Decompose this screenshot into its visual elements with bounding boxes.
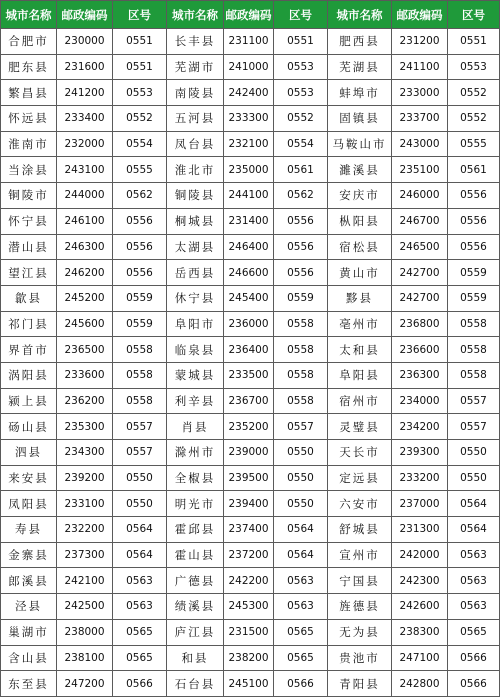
postal-code-cell: 238200: [224, 645, 274, 671]
city-name-cell: 霍山县: [167, 542, 224, 568]
header-cell: 城市名称: [328, 1, 392, 29]
table-row: [1, 106, 500, 132]
city-name-cell: 和县: [167, 645, 224, 671]
postal-code-cell: 235200: [224, 414, 274, 440]
table-row: [1, 517, 500, 543]
area-code-cell: 0558: [274, 388, 328, 414]
postal-code-cell: 234200: [392, 414, 448, 440]
header-cell: 邮政编码: [224, 1, 274, 29]
city-name-cell: 五河县: [167, 106, 224, 132]
city-name-cell: 岳西县: [167, 260, 224, 286]
postal-code-cell: 241200: [57, 80, 113, 106]
table-row: [1, 619, 500, 645]
city-name-cell: 金寨县: [1, 542, 57, 568]
postal-code-cell: 236600: [392, 337, 448, 363]
area-code-cell: 0558: [448, 362, 500, 388]
postal-code-cell: 242000: [392, 542, 448, 568]
city-name-cell: 马鞍山市: [328, 131, 392, 157]
postal-code-cell: 246300: [57, 234, 113, 260]
area-code-cell: 0558: [274, 311, 328, 337]
city-name-cell: 舒城县: [328, 517, 392, 543]
postal-code-cell: 239000: [224, 440, 274, 466]
postal-code-cell: 242700: [392, 285, 448, 311]
area-code-cell: 0563: [274, 594, 328, 620]
city-name-cell: 贵池市: [328, 645, 392, 671]
table-row: [1, 568, 500, 594]
area-code-cell: 0556: [113, 234, 167, 260]
postal-code-cell: 245600: [57, 311, 113, 337]
table-row: [1, 440, 500, 466]
table-row: [1, 54, 500, 80]
postal-code-cell: 245200: [57, 285, 113, 311]
postal-code-cell: 232200: [57, 517, 113, 543]
area-code-cell: 0552: [448, 80, 500, 106]
city-name-cell: 怀远县: [1, 106, 57, 132]
postal-code-cell: 242700: [392, 260, 448, 286]
city-name-cell: 石台县: [167, 671, 224, 697]
area-code-cell: 0558: [274, 362, 328, 388]
city-name-cell: 全椒县: [167, 465, 224, 491]
area-code-cell: 0552: [113, 106, 167, 132]
area-code-cell: 0566: [274, 671, 328, 697]
postal-code-cell: 245300: [224, 594, 274, 620]
city-name-cell: 芜湖县: [328, 54, 392, 80]
city-name-cell: 桐城县: [167, 208, 224, 234]
table-row: [1, 311, 500, 337]
postal-code-cell: 239300: [392, 440, 448, 466]
postal-code-cell: 245400: [224, 285, 274, 311]
postal-code-cell: 247100: [392, 645, 448, 671]
postal-code-cell: 246000: [392, 183, 448, 209]
postal-code-cell: 230000: [57, 29, 113, 55]
postal-code-cell: 239400: [224, 491, 274, 517]
city-name-cell: 天长市: [328, 440, 392, 466]
postal-code-cell: 239200: [57, 465, 113, 491]
area-code-cell: 0556: [448, 234, 500, 260]
area-code-cell: 0554: [274, 131, 328, 157]
area-code-cell: 0564: [113, 542, 167, 568]
area-code-cell: 0563: [448, 568, 500, 594]
area-code-cell: 0553: [274, 54, 328, 80]
area-code-cell: 0556: [113, 208, 167, 234]
table-row: [1, 594, 500, 620]
area-code-cell: 0554: [113, 131, 167, 157]
postal-code-cell: 236800: [392, 311, 448, 337]
postal-code-cell: 232100: [224, 131, 274, 157]
area-code-cell: 0565: [274, 619, 328, 645]
postal-code-cell: 241000: [224, 54, 274, 80]
area-code-cell: 0556: [274, 208, 328, 234]
city-name-cell: 淮北市: [167, 157, 224, 183]
city-name-cell: 肥东县: [1, 54, 57, 80]
area-code-cell: 0550: [274, 440, 328, 466]
table-row: [1, 183, 500, 209]
area-code-cell: 0551: [448, 29, 500, 55]
postal-code-cell: 235000: [224, 157, 274, 183]
table-row: [1, 414, 500, 440]
city-name-cell: 郎溪县: [1, 568, 57, 594]
area-code-cell: 0556: [448, 183, 500, 209]
city-name-cell: 滁州市: [167, 440, 224, 466]
area-code-cell: 0563: [448, 594, 500, 620]
area-code-cell: 0559: [274, 285, 328, 311]
city-name-cell: 东至县: [1, 671, 57, 697]
city-name-cell: 凤台县: [167, 131, 224, 157]
area-code-cell: 0558: [113, 337, 167, 363]
postal-code-cell: 233300: [224, 106, 274, 132]
area-code-cell: 0565: [448, 619, 500, 645]
postal-code-cell: 235100: [392, 157, 448, 183]
city-name-cell: 宿松县: [328, 234, 392, 260]
area-code-cell: 0557: [448, 388, 500, 414]
table-row: [1, 29, 500, 55]
city-name-cell: 固镇县: [328, 106, 392, 132]
postal-code-cell: 231500: [224, 619, 274, 645]
city-name-cell: 六安市: [328, 491, 392, 517]
postal-code-cell: 246700: [392, 208, 448, 234]
area-code-cell: 0553: [274, 80, 328, 106]
area-code-cell: 0556: [274, 234, 328, 260]
city-name-cell: 蚌埠市: [328, 80, 392, 106]
postal-code-cell: 246600: [224, 260, 274, 286]
city-name-cell: 涡阳县: [1, 362, 57, 388]
postal-code-cell: 238100: [57, 645, 113, 671]
table-row: [1, 234, 500, 260]
table-row: [1, 645, 500, 671]
postal-code-cell: 237000: [392, 491, 448, 517]
area-code-cell: 0565: [274, 645, 328, 671]
city-name-cell: 休宁县: [167, 285, 224, 311]
postal-code-cell: 242600: [392, 594, 448, 620]
postal-code-cell: 233600: [57, 362, 113, 388]
city-name-cell: 铜陵县: [167, 183, 224, 209]
table-row: [1, 337, 500, 363]
area-code-cell: 0551: [113, 29, 167, 55]
header-cell: 邮政编码: [392, 1, 448, 29]
area-code-cell: 0561: [274, 157, 328, 183]
city-name-cell: 芜湖市: [167, 54, 224, 80]
city-name-cell: 淮南市: [1, 131, 57, 157]
area-code-cell: 0558: [113, 362, 167, 388]
postal-code-cell: 243100: [57, 157, 113, 183]
area-code-cell: 0563: [448, 542, 500, 568]
postal-code-cell: 237300: [57, 542, 113, 568]
postal-code-cell: 242800: [392, 671, 448, 697]
area-code-cell: 0563: [113, 594, 167, 620]
area-code-cell: 0551: [113, 54, 167, 80]
header-row: [1, 1, 500, 29]
postal-code-cell: 236200: [57, 388, 113, 414]
city-name-cell: 铜陵市: [1, 183, 57, 209]
postal-code-cell: 231400: [224, 208, 274, 234]
postal-code-cell: 233700: [392, 106, 448, 132]
area-code-cell: 0562: [113, 183, 167, 209]
area-code-cell: 0564: [274, 517, 328, 543]
city-name-cell: 宿州市: [328, 388, 392, 414]
city-name-cell: 繁昌县: [1, 80, 57, 106]
area-code-cell: 0557: [113, 440, 167, 466]
postal-code-cell: 236300: [392, 362, 448, 388]
city-name-cell: 祁门县: [1, 311, 57, 337]
area-code-cell: 0556: [113, 260, 167, 286]
city-name-cell: 濉溪县: [328, 157, 392, 183]
city-name-cell: 无为县: [328, 619, 392, 645]
header-cell: 城市名称: [167, 1, 224, 29]
city-name-cell: 亳州市: [328, 311, 392, 337]
area-code-cell: 0552: [448, 106, 500, 132]
city-name-cell: 宣州市: [328, 542, 392, 568]
area-code-cell: 0564: [274, 542, 328, 568]
city-name-cell: 阜阳县: [328, 362, 392, 388]
postal-code-cell: 242300: [392, 568, 448, 594]
postal-code-cell: 233400: [57, 106, 113, 132]
area-code-cell: 0550: [448, 465, 500, 491]
city-name-cell: 定远县: [328, 465, 392, 491]
postal-code-cell: 233000: [392, 80, 448, 106]
city-name-cell: 凤阳县: [1, 491, 57, 517]
postal-code-cell: 236000: [224, 311, 274, 337]
area-code-cell: 0559: [113, 311, 167, 337]
area-code-cell: 0550: [274, 491, 328, 517]
postal-code-cell: 234300: [57, 440, 113, 466]
city-name-cell: 当涂县: [1, 157, 57, 183]
postal-code-cell: 242400: [224, 80, 274, 106]
table-row: [1, 285, 500, 311]
area-code-cell: 0552: [274, 106, 328, 132]
header-cell: 区号: [274, 1, 328, 29]
area-code-cell: 0557: [274, 414, 328, 440]
city-name-cell: 潜山县: [1, 234, 57, 260]
city-name-cell: 合肥市: [1, 29, 57, 55]
postal-code-cell: 231300: [392, 517, 448, 543]
area-code-cell: 0550: [448, 440, 500, 466]
postal-code-cell: 238300: [392, 619, 448, 645]
postal-code-cell: 236700: [224, 388, 274, 414]
area-code-cell: 0550: [113, 491, 167, 517]
area-code-cell: 0564: [448, 491, 500, 517]
city-name-cell: 寿县: [1, 517, 57, 543]
postal-code-cell: 244100: [224, 183, 274, 209]
area-code-cell: 0553: [448, 54, 500, 80]
area-code-cell: 0558: [113, 388, 167, 414]
area-code-cell: 0565: [113, 645, 167, 671]
city-name-cell: 灵璧县: [328, 414, 392, 440]
city-name-cell: 黄山市: [328, 260, 392, 286]
city-name-cell: 庐江县: [167, 619, 224, 645]
header-cell: 区号: [448, 1, 500, 29]
city-name-cell: 来安县: [1, 465, 57, 491]
city-name-cell: 太湖县: [167, 234, 224, 260]
city-name-cell: 含山县: [1, 645, 57, 671]
area-code-cell: 0558: [448, 337, 500, 363]
city-name-cell: 长丰县: [167, 29, 224, 55]
area-code-cell: 0556: [274, 260, 328, 286]
table-row: [1, 208, 500, 234]
table-row: [1, 157, 500, 183]
table-row: [1, 491, 500, 517]
postal-code-cell: 246100: [57, 208, 113, 234]
city-name-cell: 绩溪县: [167, 594, 224, 620]
postal-code-cell: 236500: [57, 337, 113, 363]
postal-code-cell: 236400: [224, 337, 274, 363]
header-cell: 城市名称: [1, 1, 57, 29]
area-code-cell: 0557: [113, 414, 167, 440]
postal-code-cell: 238000: [57, 619, 113, 645]
table-body: [1, 29, 500, 697]
city-name-cell: 肖县: [167, 414, 224, 440]
table-row: [1, 260, 500, 286]
postal-code-cell: 247200: [57, 671, 113, 697]
postal-code-cell: 233500: [224, 362, 274, 388]
postal-code-cell: 241100: [392, 54, 448, 80]
area-code-cell: 0563: [113, 568, 167, 594]
area-code-cell: 0559: [448, 260, 500, 286]
area-code-cell: 0555: [448, 131, 500, 157]
postal-code-cell: 246200: [57, 260, 113, 286]
city-name-cell: 怀宁县: [1, 208, 57, 234]
city-name-cell: 巢湖市: [1, 619, 57, 645]
area-code-cell: 0553: [113, 80, 167, 106]
area-code-cell: 0551: [274, 29, 328, 55]
city-name-cell: 阜阳市: [167, 311, 224, 337]
city-name-cell: 临泉县: [167, 337, 224, 363]
table-header: [1, 1, 500, 29]
area-code-cell: 0564: [113, 517, 167, 543]
area-code-cell: 0566: [448, 671, 500, 697]
area-code-cell: 0564: [448, 517, 500, 543]
header-cell: 区号: [113, 1, 167, 29]
area-code-cell: 0558: [274, 337, 328, 363]
postal-code-cell: 237200: [224, 542, 274, 568]
area-code-cell: 0559: [113, 285, 167, 311]
postal-code-cell: 239500: [224, 465, 274, 491]
postal-code-cell: 231600: [57, 54, 113, 80]
city-name-cell: 砀山县: [1, 414, 57, 440]
area-code-cell: 0565: [113, 619, 167, 645]
city-name-cell: 太和县: [328, 337, 392, 363]
city-name-cell: 南陵县: [167, 80, 224, 106]
table-row: [1, 542, 500, 568]
city-name-cell: 界首市: [1, 337, 57, 363]
table-row: [1, 388, 500, 414]
area-code-cell: 0556: [448, 208, 500, 234]
postal-code-cell: 243000: [392, 131, 448, 157]
city-name-cell: 黟县: [328, 285, 392, 311]
city-name-cell: 歙县: [1, 285, 57, 311]
city-name-cell: 广德县: [167, 568, 224, 594]
table-row: [1, 80, 500, 106]
postal-code-cell: 233100: [57, 491, 113, 517]
city-name-cell: 旌德县: [328, 594, 392, 620]
postal-code-cell: 246500: [392, 234, 448, 260]
postal-code-cell: 231200: [392, 29, 448, 55]
city-name-cell: 宁国县: [328, 568, 392, 594]
city-name-cell: 泗县: [1, 440, 57, 466]
postal-code-cell: 245100: [224, 671, 274, 697]
city-name-cell: 枞阳县: [328, 208, 392, 234]
table-row: [1, 362, 500, 388]
header-cell: 邮政编码: [57, 1, 113, 29]
area-code-cell: 0562: [274, 183, 328, 209]
city-name-cell: 泾县: [1, 594, 57, 620]
table-row: [1, 465, 500, 491]
area-code-cell: 0558: [448, 311, 500, 337]
postal-code-cell: 242500: [57, 594, 113, 620]
city-name-cell: 青阳县: [328, 671, 392, 697]
city-name-cell: 蒙城县: [167, 362, 224, 388]
area-code-cell: 0557: [448, 414, 500, 440]
area-code-cell: 0550: [113, 465, 167, 491]
area-code-cell: 0555: [113, 157, 167, 183]
postal-code-cell: 231100: [224, 29, 274, 55]
city-name-cell: 明光市: [167, 491, 224, 517]
postal-code-cell: 242200: [224, 568, 274, 594]
postal-code-cell: 234000: [392, 388, 448, 414]
city-name-cell: 安庆市: [328, 183, 392, 209]
table-row: [1, 671, 500, 697]
area-code-cell: 0566: [113, 671, 167, 697]
table-row: [1, 131, 500, 157]
city-name-cell: 颍上县: [1, 388, 57, 414]
postal-code-cell: 237400: [224, 517, 274, 543]
city-name-cell: 望江县: [1, 260, 57, 286]
city-name-cell: 霍邱县: [167, 517, 224, 543]
city-name-cell: 肥西县: [328, 29, 392, 55]
area-code-cell: 0550: [274, 465, 328, 491]
postal-code-cell: 235300: [57, 414, 113, 440]
postal-code-cell: 246400: [224, 234, 274, 260]
area-code-cell: 0566: [448, 645, 500, 671]
area-code-cell: 0561: [448, 157, 500, 183]
postal-code-cell: 242100: [57, 568, 113, 594]
postal-code-cell: 232000: [57, 131, 113, 157]
area-code-cell: 0559: [448, 285, 500, 311]
area-code-cell: 0563: [274, 568, 328, 594]
postal-code-cell: 244000: [57, 183, 113, 209]
postal-code-cell: 233200: [392, 465, 448, 491]
city-name-cell: 利辛县: [167, 388, 224, 414]
